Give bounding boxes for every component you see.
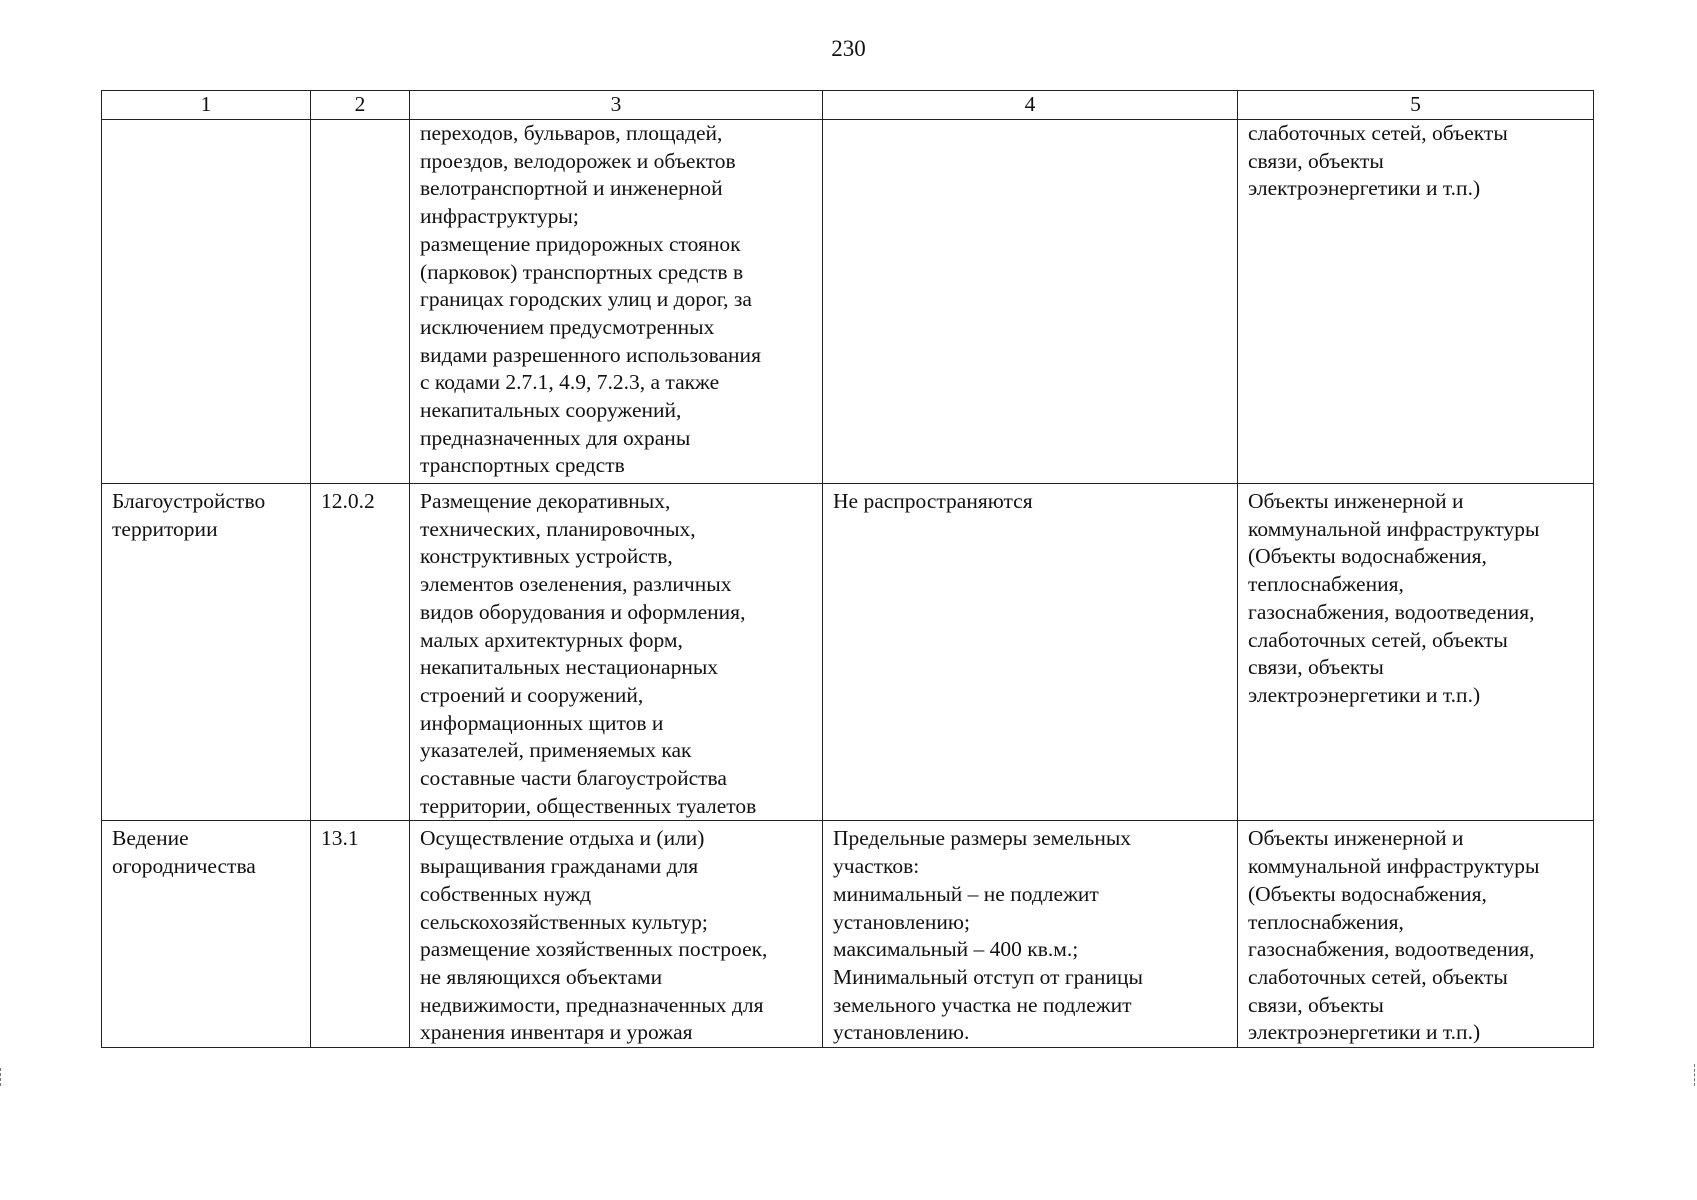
cell-text: Размещение декоративных, технических, планировочных, конструктивных устройств, элементов озеленения, различных видов оборудования и оформления, малых архитектурных форм, некапитальных нестационарных строений и сооружений, информационных щитов и указателей, применяемых как составные части благоустройства территории, общественных туалетов [420,489,757,818]
cell-text: 13.1 [321,826,359,851]
table-cell [311,120,410,484]
table-row [102,484,1594,821]
table-cell [410,120,823,484]
column-header: 3 [410,91,823,120]
column-header: 4 [823,91,1238,120]
table-cell [102,120,311,484]
column-header: 2 [311,91,410,120]
cell-text: Объекты инженерной и коммунальной инфраструктуры (Объекты водоснабжения, теплоснабжения, газоснабжения, водоотведения, слаботочных сетей, объекты связи, объекты электроэнергетики и т.п.) [1248,489,1540,707]
page-number: 230 [831,36,866,61]
table-cell [823,120,1238,484]
table-row [102,120,1594,484]
table-cell [1238,821,1594,1048]
cell-text: Осуществление отдыха и (или) выращивания гражданами для собственных нужд сельскохозяйственных культур; размещение хозяйственных построек, не являющихся объектами недвижимости, предназначенных для хранения инвентаря и урожая [420,826,768,1045]
table-cell [410,484,823,821]
scan-mark-left [0,1068,3,1086]
zoning-table [101,90,1594,1048]
table-cell [410,821,823,1048]
column-header: 5 [1238,91,1594,120]
table-cell [311,484,410,821]
cell-text: переходов, бульваров, площадей, проездов, велодорожек и объектов велотранспортной и инженерной инфраструктуры; размещение придорожных стоянок (парковок) транспортных средств в границах городских улиц и дорог, за исключением предусмотренных видами разрешенного использования с кодами 2.7.1, 4.9, 7.2.3, а также некапитальных сооружений, предназначенных для охраны транспортных средств [420,121,761,478]
table-cell [823,484,1238,821]
table-cell [1238,120,1594,484]
cell-text: Ведение огородничества [112,826,256,879]
table-header-row [102,91,1594,120]
cell-text: 12.0.2 [321,489,375,513]
cell-text: Не распространяются [833,489,1033,513]
table-cell [1238,484,1594,821]
cell-text: Благоустройство территории [112,489,266,541]
table-cell [102,821,311,1048]
cell-text: слаботочных сетей, объекты связи, объекты электроэнергетики и т.п.) [1248,121,1508,201]
table-row [102,821,1594,1048]
table-cell [102,484,311,821]
cell-text: Объекты инженерной и коммунальной инфраструктуры (Объекты водоснабжения, теплоснабжения, газоснабжения, водоотведения, слаботочных сетей, объекты связи, объекты электроэнергетики и т.п.) [1248,826,1540,1045]
column-header: 1 [102,91,311,120]
cell-text: Предельные размеры земельных участков: минимальный – не подлежит установлению; максимальный – 400 кв.м.; Минимальный отступ от границы земельного участка не подлежит установлению. [833,826,1143,1045]
table-cell [823,821,1238,1048]
table-cell [311,821,410,1048]
